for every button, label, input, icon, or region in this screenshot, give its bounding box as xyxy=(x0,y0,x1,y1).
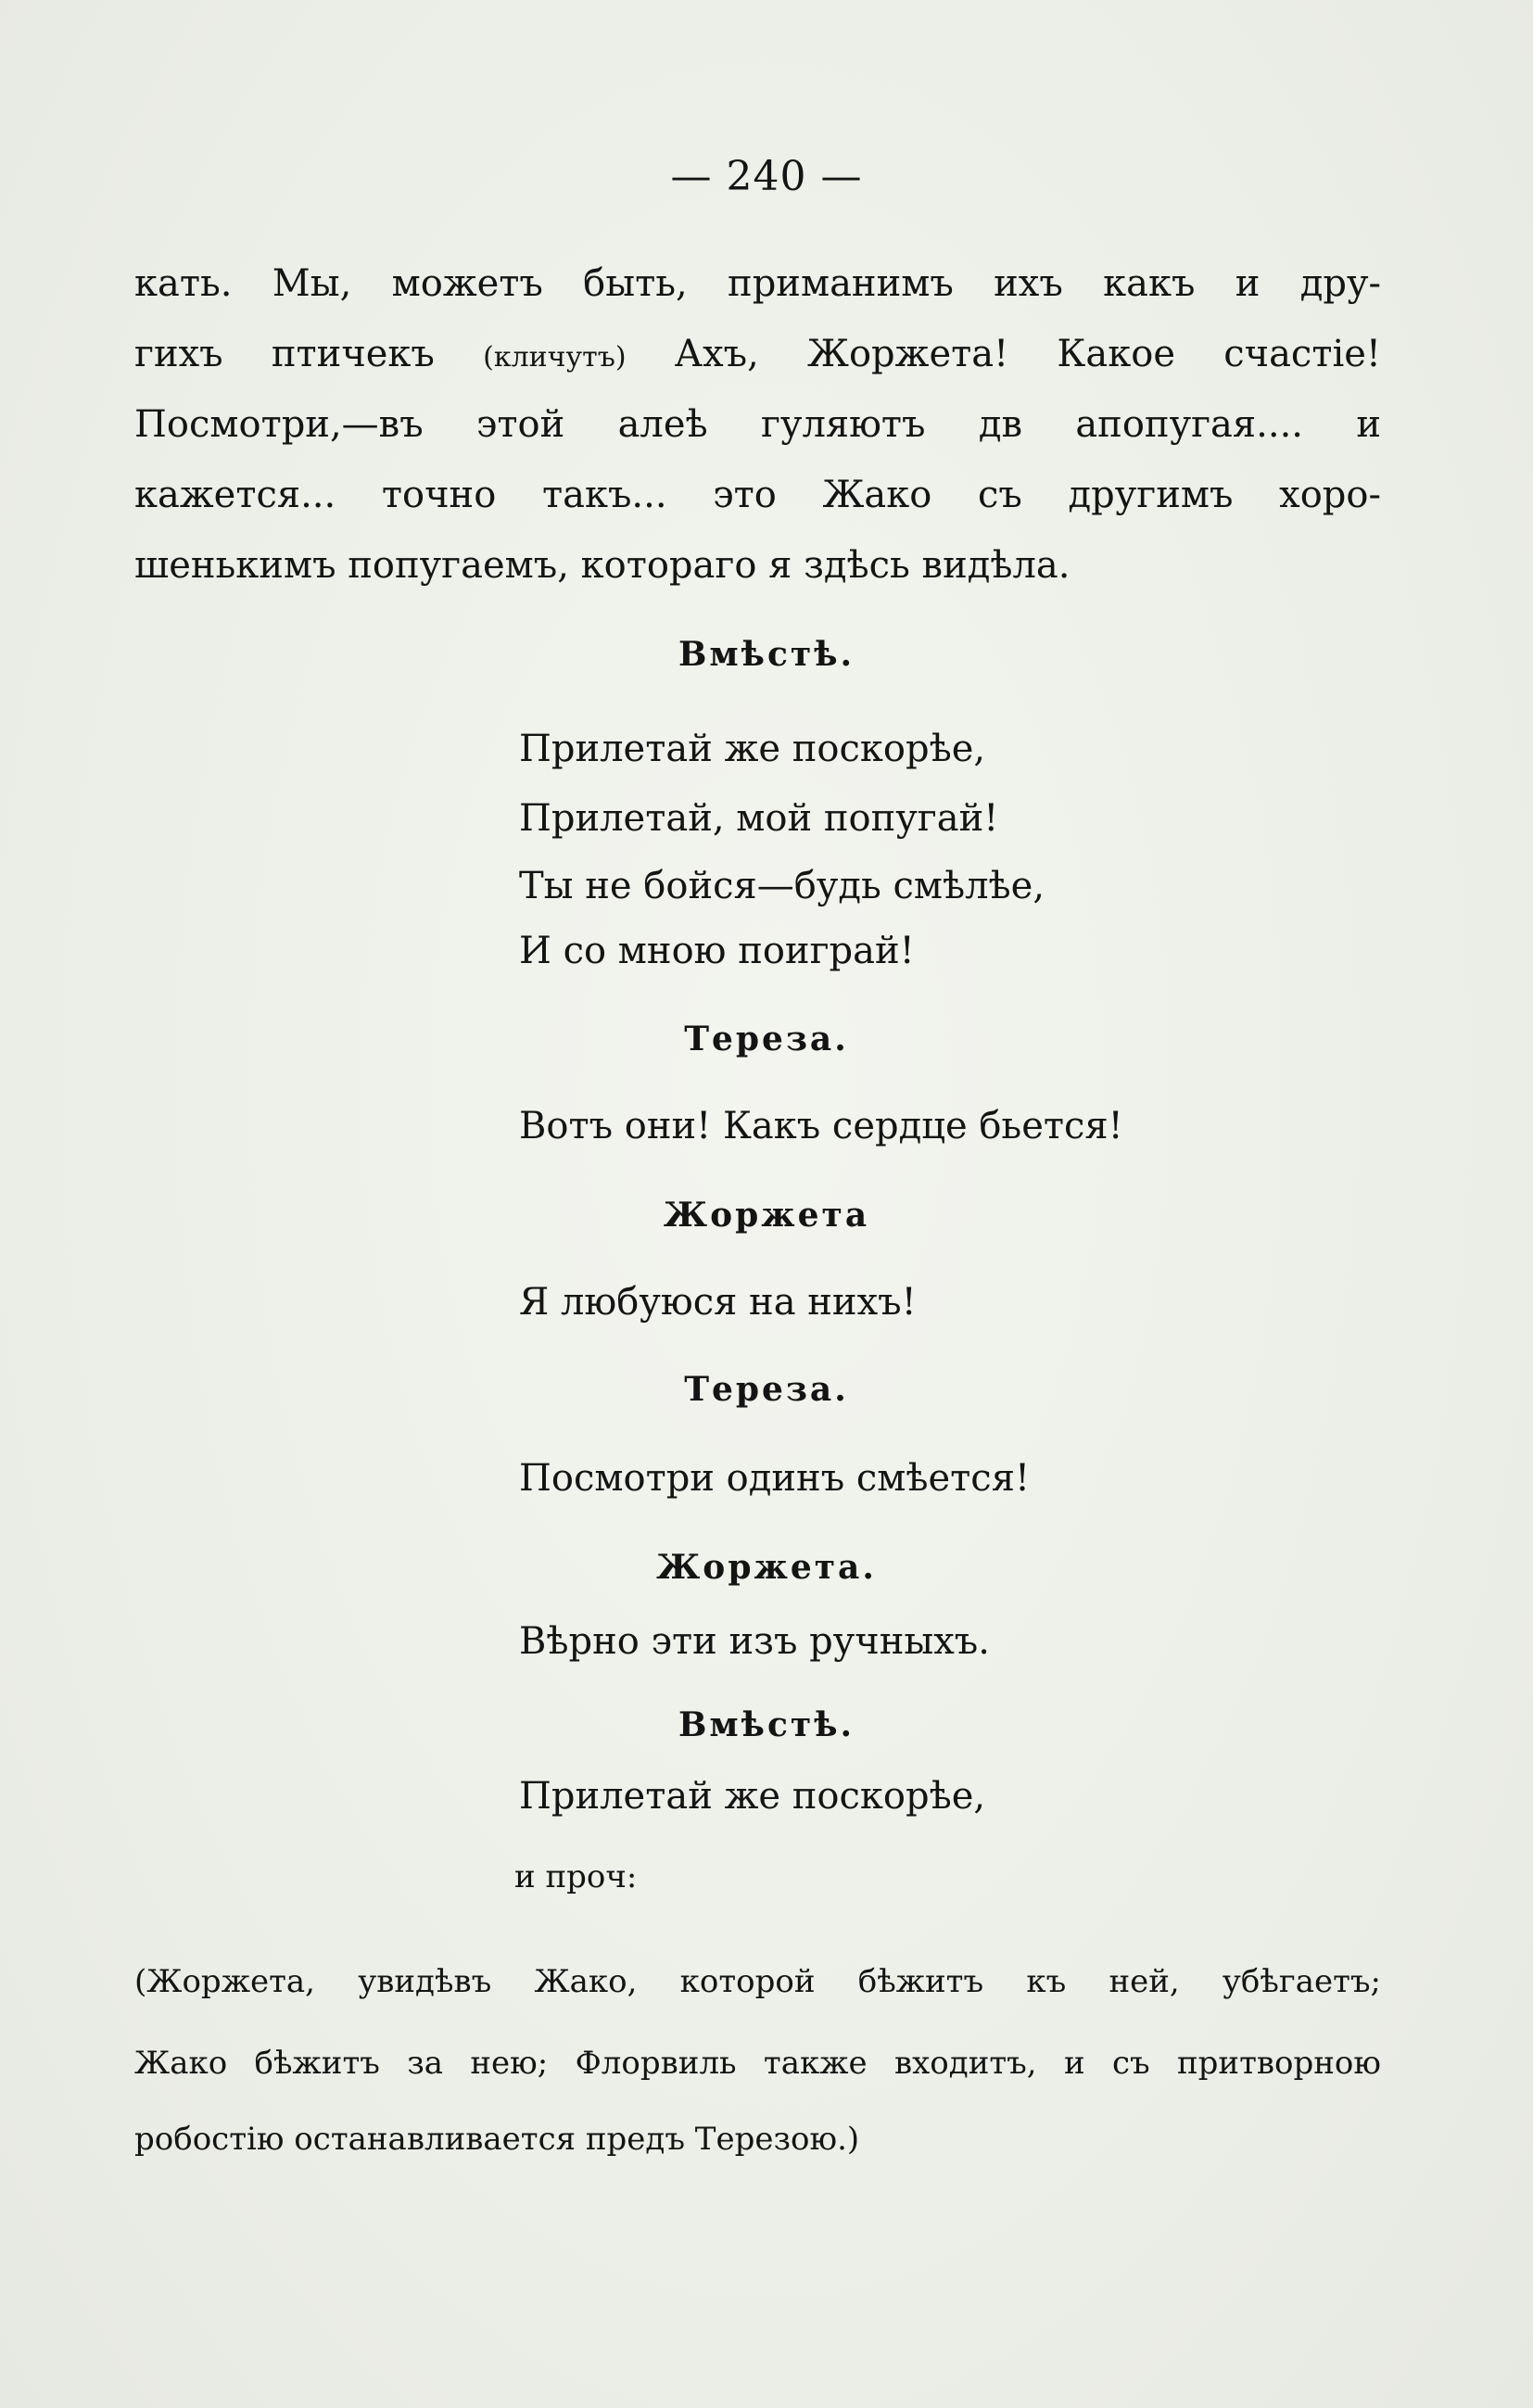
speaker-label: Тереза. xyxy=(684,1020,849,1058)
prose-line: кать. Мы, можетъ быть, приманимъ ихъ какъ и дру- xyxy=(134,262,1381,305)
verse-line: Прилетай же поскорѣе, xyxy=(519,728,986,770)
prose-line: гихъ птичекъ (кличутъ) Ахъ, Жоржета! Какое счастіе! xyxy=(134,333,1381,375)
stage-direction-line: робостію останавливается предъ Терезою.) xyxy=(134,2121,860,2158)
verse-line: Ты не бойся—будь смѣлѣе, xyxy=(519,865,1045,907)
verse-line: Прилетай, мой попугай! xyxy=(519,797,999,840)
verse-line: Прилетай же поскорѣе, xyxy=(519,1775,986,1818)
verse-line: Посмотри одинъ смѣется! xyxy=(519,1457,1031,1500)
prose-line: шенькимъ попугаемъ, котораго я здѣсь видѣла. xyxy=(134,544,1071,587)
etcetera-note: и проч: xyxy=(514,1858,638,1895)
speaker-label: Тереза. xyxy=(684,1370,849,1409)
stage-direction-line: Жако бѣжитъ за нею; Флорвиль также входитъ, и съ притворною xyxy=(134,2045,1381,2082)
prose-line: кажется... точно такъ... это Жако съ другимъ хоро- xyxy=(134,474,1381,516)
stage-direction-line: (Жоржета, увидѣвъ Жако, которой бѣжитъ къ ней, убѣгаетъ; xyxy=(134,1963,1381,2000)
speaker-label: Вмѣстѣ. xyxy=(678,635,855,674)
prose-paragraph xyxy=(134,248,1381,601)
prose-line: Посмотри,—въ этой алеѣ гуляютъ дв апопугая.... и xyxy=(134,403,1381,446)
speaker-label: Жоржета xyxy=(663,1196,870,1235)
verse-line: Я любуюся на нихъ! xyxy=(519,1281,917,1324)
speaker-label: Вмѣстѣ. xyxy=(678,1705,855,1744)
verse-line: Вѣрно эти изъ ручныхъ. xyxy=(519,1620,990,1663)
inline-stage-remark: (кличутъ) xyxy=(483,341,627,374)
speaker-label: Жоржета. xyxy=(656,1548,877,1587)
verse-line: И со мною поиграй! xyxy=(519,930,915,972)
page-number: — 240 — xyxy=(670,153,863,200)
verse-line: Вотъ они! Какъ сердце бьется! xyxy=(519,1105,1123,1147)
